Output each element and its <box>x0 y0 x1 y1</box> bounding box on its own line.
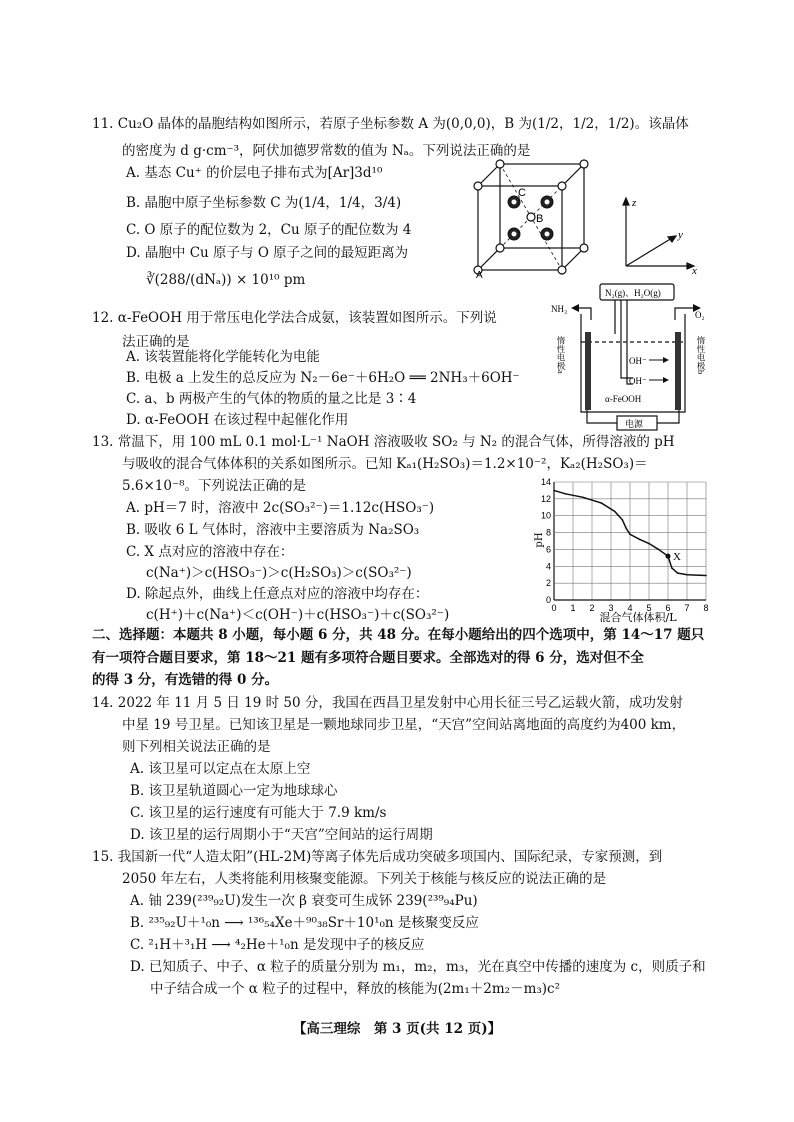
q13-ph-chart <box>534 476 710 624</box>
page-footer: 【高三理综 第 3 页(共 12 页)】 <box>292 1021 502 1037</box>
q15-option-d-line2: 中子结合成一个 α 粒子的过程中，释放的核能为(2m₁＋2m₂－m₃)c² <box>150 981 561 997</box>
point-x-marker <box>666 554 671 559</box>
q13-option-c-formula: c(Na⁺)＞c(HSO₃⁻)＞c(H₂SO₃)＞c(SO₃²⁻) <box>146 565 412 581</box>
x-tick-label: 8 <box>703 603 709 613</box>
q14-stem-line1: 14. 2022 年 11 月 5 日 19 时 50 分，我国在西昌卫星发射中心用长征三号乙运载火箭，成功发射 <box>92 695 683 711</box>
x-tick-label: 4 <box>627 603 633 613</box>
data-point <box>601 502 603 504</box>
x-tick-label: 3 <box>608 603 614 613</box>
q13-option-d: D. 除起点外，曲线上任意点对应的溶液中均存在： <box>126 586 429 602</box>
data-point <box>705 575 707 577</box>
oh-label-2: OH⁻ <box>629 376 647 386</box>
q11-option-d-formula: ∛(288/(dNₐ)) × 10¹⁰ pm <box>146 272 306 288</box>
data-point <box>671 567 673 569</box>
q13-stem-line1: 13. 常温下，用 100 mL 0.1 mol·L⁻¹ NaOH 溶液吸收 SO₂ 与 N₂ 的混合气体，所得溶液的 pH <box>92 434 675 450</box>
x-tick-label: 1 <box>570 603 576 613</box>
q13-option-a: A. pH＝7 时，溶液中 2c(SO₃²⁻)＝1.12c(HSO₃⁻) <box>126 500 435 516</box>
q13-option-b: B. 吸收 6 L 气体时，溶液中主要溶质为 Na₂SO₃ <box>126 522 420 538</box>
q15-option-a: A. 铀 239(²³⁹₉₂U)发生一次 β 衰变可生成钚 239(²³⁹₉₄Pu) <box>130 893 478 909</box>
section2-line3: 的得 3 分，有选错的得 0 分。 <box>92 672 279 688</box>
left-electrode-label: 惰性电极a <box>556 336 566 374</box>
q14-option-b: B. 该卫星轨道圆心一定为地球球心 <box>130 783 338 799</box>
y-tick-label: 4 <box>545 561 551 572</box>
q14-stem-line2: 中星 19 号卫星。已知该卫星是一颗地球同步卫星，“天宫”空间站离地面的高度约为400 km， <box>122 717 686 733</box>
x-tick-label: 2 <box>589 603 595 613</box>
y-tick-label: 14 <box>540 477 551 487</box>
power-supply-label: 电源 <box>625 419 644 429</box>
chart-y-axis-label: pH <box>534 532 545 548</box>
label-c: C <box>518 187 526 199</box>
q11-axes-figure <box>612 196 702 276</box>
x-tick-label: 7 <box>684 603 690 613</box>
data-point <box>639 539 641 541</box>
y-tick-label: 2 <box>545 578 551 589</box>
q12-cell-figure <box>545 282 710 432</box>
label-b: B <box>536 213 544 225</box>
o2-label: O₂ <box>695 310 705 320</box>
y-tick-label: 10 <box>540 510 551 521</box>
q11-option-c: C. O 原子的配位数为 2，Cu 原子的配位数为 4 <box>126 222 412 238</box>
q12-stem-line1: 12. α-FeOOH 用于常压电化学法合成氨，该装置如图所示。下列说 <box>92 310 497 326</box>
chart-x-axis-label: 混合气体体积/L <box>599 611 677 624</box>
q15-stem-line1: 15. 我国新一代“人造太阳”(HL-2M)等离子体先后成功突破多项国内、国际纪录，专家预测，到 <box>92 849 663 865</box>
q11-option-b: B. 晶胞中原子坐标参数 C 为(1/4，1/4，3/4) <box>126 195 402 211</box>
right-electrode-label: 惰性电极b <box>696 336 706 375</box>
catalyst-label: α-FeOOH <box>605 394 642 404</box>
data-point <box>622 519 624 521</box>
data-point <box>625 528 627 530</box>
data-point <box>565 493 567 495</box>
q15-option-d: D. 已知质子、中子、α 粒子的质量分别为 m₁，m₂，m₃，光在真空中传播的速度为 c，则质子和 <box>130 959 706 975</box>
q14-option-a: A. 该卫星可以定点在太原上空 <box>130 761 311 777</box>
y-tick-label: 8 <box>545 527 551 538</box>
axis-z-label: z <box>632 197 637 209</box>
q11-option-d: D. 晶胞中 Cu 原子与 O 原子之间的最短距离为 <box>126 245 409 261</box>
x-tick-label: 6 <box>665 603 671 613</box>
data-point <box>629 533 631 535</box>
q15-option-c: C. ²₁H＋³₁H ⟶ ⁴₂He＋¹₀n 是发现中子的核反应 <box>130 937 425 953</box>
q14-option-d: D. 该卫星的运行周期小于“天宫”空间站的运行周期 <box>130 827 433 843</box>
data-point <box>648 543 650 545</box>
q13-option-d-formula: c(H⁺)＋c(Na⁺)＜c(OH⁻)＋c(HSO₃⁻)＋c(SO₃²⁻) <box>146 607 450 623</box>
data-point <box>553 490 555 492</box>
data-point <box>686 574 688 576</box>
q12-stem-line2: 法正确的是 <box>122 334 190 350</box>
q12-option-b: B. 电极 a 上发生的总反应为 N₂－6e⁻＋6H₂O ══ 2NH₃＋6OH⁻ <box>126 370 520 386</box>
x-tick-label: 5 <box>646 603 652 613</box>
gas-inlet-label: N₂(g)、H₂O(g) <box>605 288 661 298</box>
data-point <box>658 549 660 551</box>
y-tick-label: 6 <box>545 544 551 555</box>
q14-stem-line3: 则下列相关说法正确的是 <box>122 739 271 755</box>
data-point <box>677 572 679 574</box>
q12-option-d: D. α-FeOOH 在该过程中起催化作用 <box>126 412 349 428</box>
q11-option-a: A. 基态 Cu⁺ 的价层电子排布式为[Ar]3d¹⁰ <box>126 165 383 181</box>
x-tick-label: 0 <box>551 603 557 613</box>
q11-stem-line1: 11. Cu₂O 晶体的晶胞结构如图所示，若原子坐标参数 A 为(0,0,0)，B 为(1/2，1/2，1/2)。该晶体 <box>92 116 689 132</box>
q15-stem-line2: 2050 年左右，人类将能利用核聚变能源。下列关于核能与核反应的说法正确的是 <box>122 871 607 887</box>
q12-option-c: C. a、b 两极产生的气体的物质的量之比是 3∶4 <box>126 391 417 407</box>
q11-unit-cell-figure <box>470 158 590 278</box>
label-a: A <box>476 270 483 278</box>
q13-stem-line3: 5.6×10⁻⁸。下列说法正确的是 <box>122 478 306 494</box>
q12-option-a: A. 该装置能将化学能转化为电能 <box>126 349 320 365</box>
section2-line1: 二、选择题：本题共 8 小题，每小题 6 分，共 48 分。在每小题给出的四个选项中，第 14～17 题只 <box>92 627 705 643</box>
oh-label-1: OH⁻ <box>629 356 647 366</box>
axis-y-label: y <box>678 229 683 241</box>
q13-stem-line2: 与吸收的混合气体体积的关系如图所示。已知 Kₐ₁(H₂SO₃)＝1.2×10⁻²，Kₐ₂(H₂SO₃)＝ <box>122 456 648 472</box>
point-x-label: X <box>673 551 681 564</box>
q11-stem-line2: 的密度为 d g·cm⁻³，阿伏加德罗常数的值为 Nₐ。下列说法正确的是 <box>122 143 531 159</box>
section2-line2: 有一项符合题目要求，第 18～21 题有多项符合题目要求。全部选对的得 6 分，选对但不全 <box>92 650 644 666</box>
y-tick-label: 12 <box>540 493 551 504</box>
nh3-label: NH₃ <box>551 304 568 314</box>
axis-x-label: x <box>692 265 697 276</box>
y-tick-label: 0 <box>545 595 551 605</box>
q13-option-c: C. X 点对应的溶液中存在： <box>126 544 294 560</box>
q14-option-c: C. 该卫星的运行速度有可能大于 7.9 km/s <box>130 805 387 821</box>
data-point <box>614 511 616 513</box>
q15-option-b: B. ²³⁵₉₂U＋¹₀n ⟶ ¹³⁶₅₄Xe＋⁹⁰₃₈Sr＋10¹₀n 是核聚变反应 <box>130 915 479 931</box>
data-point <box>582 496 584 498</box>
